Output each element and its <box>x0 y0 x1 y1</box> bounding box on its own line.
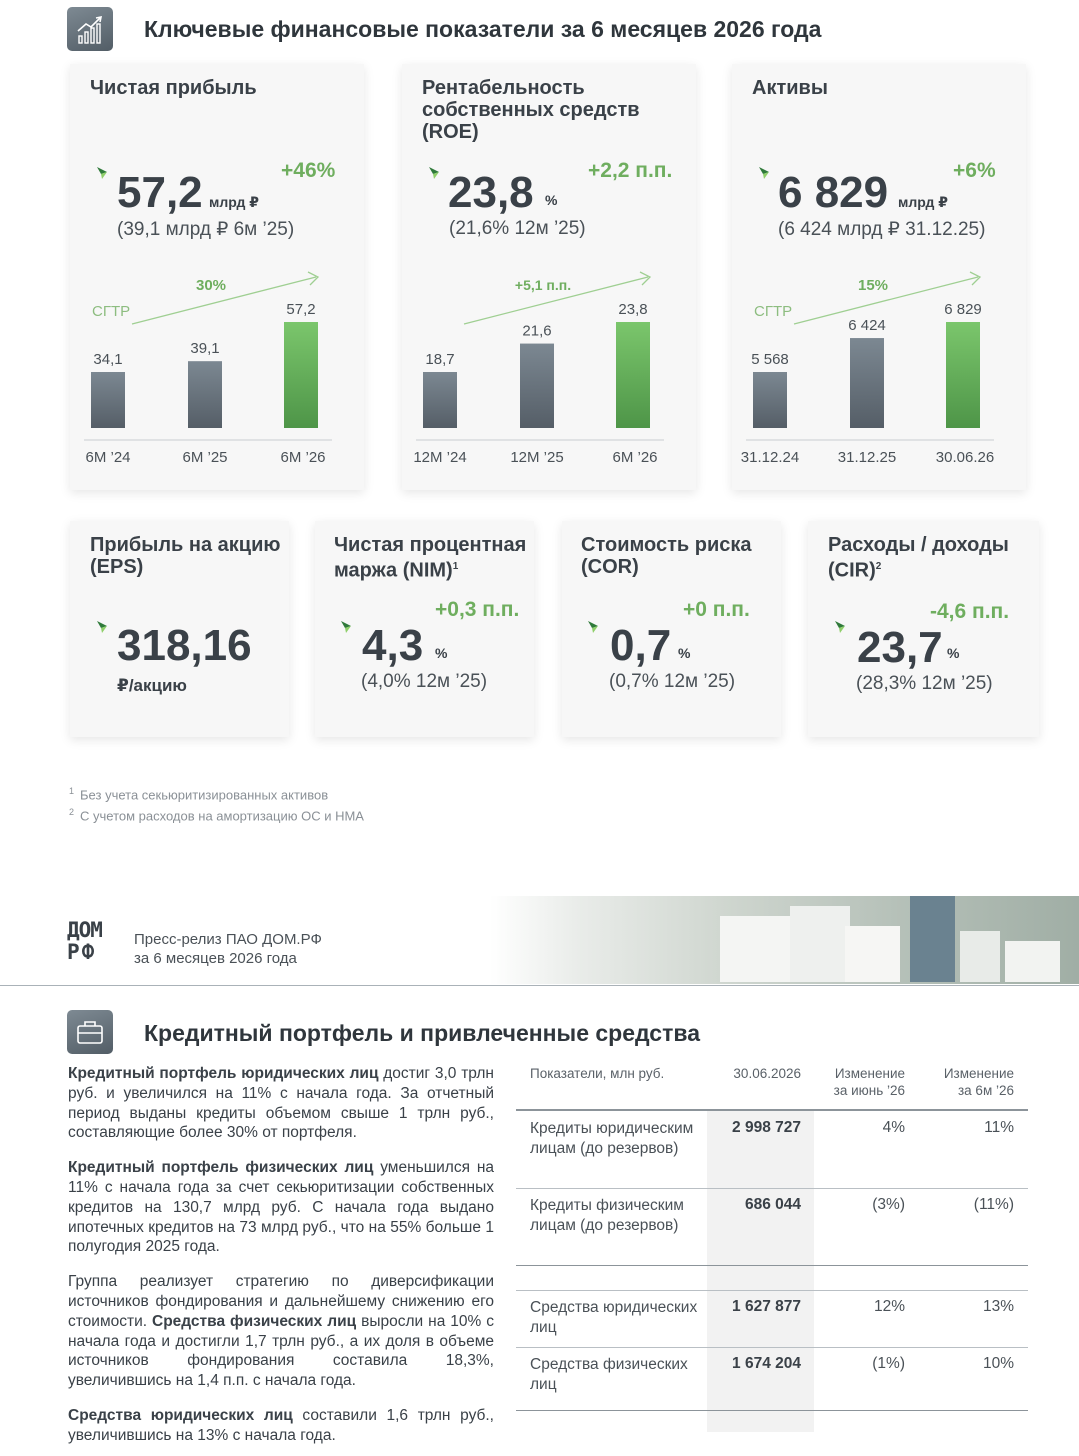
row-change-month: 4% <box>882 1119 905 1136</box>
row-change-month: (1%) <box>872 1355 905 1372</box>
leaf-icon <box>339 619 353 635</box>
kpi-previous: (4,0% 12м ’25) <box>361 671 488 692</box>
bar-value-label: 39,1 <box>190 340 220 358</box>
card-title-line2: (COR) <box>581 556 639 578</box>
bar-value-label: 6 424 <box>848 317 886 335</box>
table-header: Изменение за 6м ’26 <box>943 1066 1014 1098</box>
card-title-line2: (EPS) <box>90 556 144 578</box>
kpi-change: +0,3 п.п. <box>435 598 520 621</box>
paragraph-text: Группа реализует стратегию по диверсификации источников фондирования и дальнейшему снижению его стоимости. <box>68 1273 494 1330</box>
press-line-1: Пресс-релиз ПАО ДОМ.РФ <box>134 931 322 948</box>
footnote-text: Без учета секьюритизированных активов <box>80 787 329 803</box>
card-title-line1: Чистая процентная <box>334 534 527 556</box>
card-title: Чистая прибыль <box>90 77 257 99</box>
paragraph-bold: Средства юридических лиц <box>68 1406 293 1424</box>
table-row <box>516 1291 1028 1348</box>
kpi-change: +2,2 п.п. <box>588 159 673 182</box>
kpi-value: 0,7 <box>610 621 672 670</box>
chart-bar <box>753 372 787 428</box>
chart-bar <box>946 322 980 428</box>
category-label: 6М ’26 <box>280 449 326 466</box>
logo-top-text: ДОМ <box>67 918 102 942</box>
paragraph-bold: Кредитный портфель физических лиц <box>68 1159 374 1177</box>
category-label: 12М ’25 <box>510 449 564 466</box>
bar-value-label: 57,2 <box>286 301 316 318</box>
card-nim <box>315 521 534 737</box>
leaf-icon <box>586 619 600 635</box>
row-value: 686 044 <box>744 1196 801 1213</box>
kpi-unit: млрд ₽ <box>209 194 259 210</box>
card-title <box>828 534 1009 582</box>
table-header: Показатели, млн руб. <box>530 1066 665 1081</box>
row-label: Кредиты юридическим лицам (до резервов) <box>530 1120 694 1157</box>
chart-bar <box>423 372 457 428</box>
chart-growth-icon <box>67 7 113 51</box>
bar-value-label: 23,8 <box>618 301 648 318</box>
leaf-icon <box>757 165 771 181</box>
category-label: 6М ’26 <box>612 449 658 466</box>
table-row <box>516 1348 1028 1410</box>
row-change-6m: 11% <box>984 1119 1014 1136</box>
kpi-unit: % <box>947 645 960 661</box>
kpi-previous: (21,6% 12м ’25) <box>449 218 586 239</box>
row-label: Средства физических лиц <box>530 1356 688 1393</box>
portfolio-table <box>516 1060 1028 1432</box>
card-net-profit <box>70 64 364 490</box>
bar-value-label: 5 568 <box>751 351 789 368</box>
chart-bar <box>850 338 884 428</box>
paragraph <box>68 1272 494 1391</box>
footnote-number: 2 <box>69 807 75 817</box>
row-label: Средства юридических лиц <box>530 1299 698 1336</box>
kpi-change: +6% <box>953 159 996 182</box>
briefcase-icon <box>67 1010 113 1054</box>
card-title-line2: маржа (NIM) <box>334 559 453 582</box>
press-release-caption <box>134 930 322 968</box>
press-line-2: за 6 месяцев 2026 года <box>134 950 297 967</box>
bar-value-label: 6 829 <box>944 301 982 318</box>
footnote-number: 1 <box>69 786 75 796</box>
buildings-illustration <box>490 896 1079 984</box>
text-column <box>68 1064 494 1446</box>
kpi-change: +0 п.п. <box>683 598 750 621</box>
kpi-unit: % <box>545 192 558 208</box>
footnote-ref: 2 <box>875 561 882 572</box>
kpi-value: 318,16 <box>117 621 252 670</box>
chart-bar <box>520 344 554 428</box>
kpi-change: +46% <box>281 159 336 182</box>
kpi-previous: (0,7% 12м ’25) <box>609 671 736 692</box>
row-rule <box>516 1265 1028 1266</box>
chart-bar <box>284 322 318 428</box>
growth-label: 30% <box>195 277 227 294</box>
card-title-line1: Стоимость риска <box>581 534 752 556</box>
kpi-value: 4,3 <box>362 621 424 670</box>
domrf-logo <box>67 919 115 967</box>
paragraph-text: уменьшился на 11% с начала года за счет секьюритизации собственных кредитов на 130,7 млрд руб. С начала года выдано ипотечных кредитов на 73 млрд руб., что на 55% больше 1 полугодия 2025 года. <box>68 1159 495 1256</box>
table-row <box>516 1189 1028 1267</box>
kpi-previous: (28,3% 12м ’25) <box>856 673 993 694</box>
section-title: Кредитный портфель и привлеченные средства <box>144 1020 700 1046</box>
kpi-change: -4,6 п.п. <box>930 600 1010 623</box>
leaf-icon <box>95 619 109 635</box>
kpi-previous: (6 424 млрд ₽ 31.12.25) <box>778 219 986 240</box>
bar-chart <box>70 264 364 474</box>
row-change-6m: 10% <box>982 1355 1014 1372</box>
footnote-1 <box>69 786 328 802</box>
footnote-text: С учетом расходов на амортизацию ОС и НМА <box>80 808 364 824</box>
kpi-value: 6 829 <box>778 168 889 217</box>
kpi-value: 57,2 <box>117 168 203 217</box>
cagr-label: СГТР <box>754 303 793 320</box>
card-cir <box>808 521 1039 737</box>
kpi-previous: (39,1 млрд ₽ 6м ’25) <box>117 219 295 240</box>
leaf-icon <box>833 619 847 635</box>
card-eps <box>70 521 289 737</box>
card-title <box>581 534 752 578</box>
cagr-label: СГТР <box>92 303 131 320</box>
category-label: 31.12.24 <box>740 449 800 466</box>
bar-value-label: 21,6 <box>522 322 552 340</box>
growth-label: +5,1 п.п. <box>514 277 572 293</box>
paragraph <box>68 1064 494 1143</box>
divider <box>0 985 1079 986</box>
category-label: 31.12.25 <box>837 449 897 466</box>
card-title-line1: Прибыль на акцию <box>90 534 281 556</box>
growth-label: 15% <box>857 277 889 294</box>
row-rule <box>516 1290 1028 1291</box>
row-rule <box>516 1410 1028 1411</box>
paragraph-bold: Средства физических лиц <box>152 1312 357 1330</box>
city-photo <box>490 896 1079 984</box>
kpi-value: 23,7 <box>857 623 943 672</box>
row-change-month: (3%) <box>872 1196 905 1213</box>
kpi-unit: ₽/акцию <box>117 676 187 695</box>
bar-value-label: 18,7 <box>425 351 455 368</box>
table-row <box>516 1111 1028 1189</box>
leaf-icon <box>95 165 109 181</box>
card-title-line1: Расходы / доходы <box>828 534 1009 556</box>
paragraph-bold: Кредитный портфель юридических лиц <box>68 1065 379 1082</box>
bar-chart <box>732 264 1026 474</box>
leaf-icon <box>427 165 441 181</box>
row-change-6m: (11%) <box>973 1196 1014 1213</box>
category-label: 6М ’25 <box>182 449 228 466</box>
card-assets <box>732 64 1026 490</box>
footnote-ref: 1 <box>452 561 459 572</box>
paragraph-text: выросли на 10% с начала года и достигли 1,7 трлн руб., а их доля в объеме источников фондирования составила 18,3%, увеличившись на 1,4 п.п. с начала года. <box>68 1312 494 1390</box>
paragraph-text: составили 1,6 трлн руб., увеличившись на 13% с начала года. <box>68 1406 494 1444</box>
row-label: Кредиты физическим лицам (до резервов) <box>530 1197 684 1234</box>
paragraph-text: достиг 3,0 трлн руб. и увеличился на 11% с начала года. За отчетный период выданы кредиты объемом свыше 1 трлн руб., составляющие более 30% от портфеля. <box>68 1065 494 1142</box>
chart-bar <box>616 322 650 428</box>
category-label: 12М ’24 <box>413 449 467 466</box>
card-title-line2: (CIR) <box>828 559 876 582</box>
row-change-month: 12% <box>873 1298 905 1315</box>
card-roe <box>402 64 696 490</box>
category-label: 6М ’24 <box>85 449 131 466</box>
kpi-unit: млрд ₽ <box>898 194 948 210</box>
card-title: Рентабельность собственных средств (ROE) <box>422 77 640 143</box>
bar-value-label: 34,1 <box>93 351 123 368</box>
row-value: 1 627 877 <box>732 1298 801 1315</box>
table-header: 30.06.2026 <box>733 1066 801 1081</box>
row-value: 1 674 204 <box>732 1355 801 1372</box>
footnote-2 <box>69 807 364 823</box>
paragraph <box>68 1158 494 1257</box>
card-title: Активы <box>752 77 828 99</box>
kpi-unit: % <box>435 645 448 661</box>
chart-bar <box>188 361 222 428</box>
page-title: Ключевые финансовые показатели за 6 месяцев 2026 года <box>144 16 822 42</box>
table-header: Изменение за июнь ’26 <box>833 1066 905 1098</box>
card-title <box>334 534 526 582</box>
card-title <box>90 534 280 578</box>
row-value: 2 998 727 <box>732 1119 801 1136</box>
kpi-unit: % <box>678 645 691 661</box>
chart-bar <box>91 372 125 428</box>
logo-bottom-text: РФ <box>67 940 97 964</box>
paragraph <box>68 1406 494 1446</box>
row-change-6m: 13% <box>982 1298 1014 1315</box>
bar-chart <box>402 264 696 474</box>
kpi-value: 23,8 <box>448 168 534 217</box>
card-cor <box>562 521 781 737</box>
category-label: 30.06.26 <box>935 449 995 466</box>
